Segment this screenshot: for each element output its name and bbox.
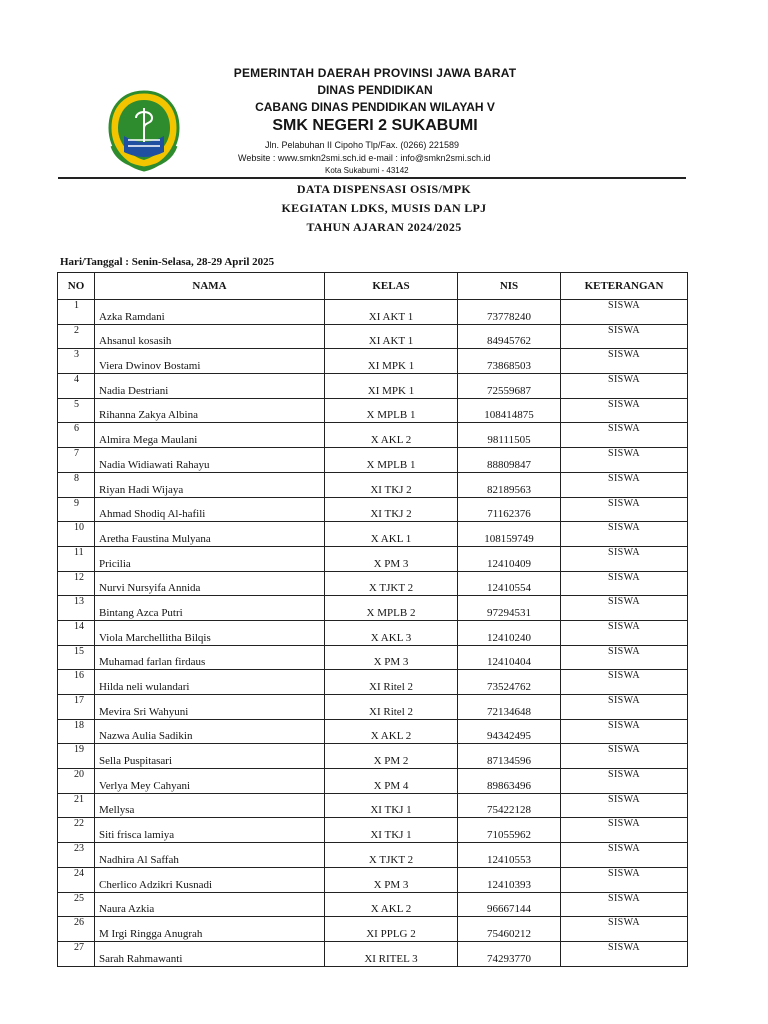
cell-keterangan: SISWA — [561, 867, 688, 892]
cell-keterangan: SISWA — [561, 497, 688, 522]
cell-nis: 12410554 — [458, 571, 561, 596]
table-row — [58, 744, 688, 769]
cell-kelas: X TJKT 2 — [325, 571, 458, 596]
cell-no: 16 — [58, 670, 95, 695]
cell-no: 26 — [58, 917, 95, 942]
cell-nis: 96667144 — [458, 892, 561, 917]
cell-nama: Siti frisca lamiya — [95, 818, 325, 843]
cell-nis: 73868503 — [458, 349, 561, 374]
cell-no: 14 — [58, 620, 95, 645]
cell-no: 2 — [58, 324, 95, 349]
cell-nis: 75422128 — [458, 793, 561, 818]
cell-nis: 87134596 — [458, 744, 561, 769]
cell-kelas: XI MPK 1 — [325, 349, 458, 374]
table-row — [58, 941, 688, 966]
cell-nis: 71162376 — [458, 497, 561, 522]
cell-no: 10 — [58, 522, 95, 547]
cell-no: 24 — [58, 867, 95, 892]
cell-nama: Hilda neli wulandari — [95, 670, 325, 695]
title-line-2: KEGIATAN LDKS, MUSIS DAN LPJ — [281, 201, 487, 215]
letterhead — [0, 0, 768, 180]
cell-no: 22 — [58, 818, 95, 843]
cell-keterangan: SISWA — [561, 769, 688, 794]
cell-nis: 84945762 — [458, 324, 561, 349]
cell-keterangan: SISWA — [561, 645, 688, 670]
table-row — [58, 374, 688, 399]
cell-kelas: X TJKT 2 — [325, 843, 458, 868]
header-no: NO — [58, 273, 95, 300]
cell-kelas: X PM 4 — [325, 769, 458, 794]
cell-nama: Nadia Destriani — [95, 374, 325, 399]
cell-nama: Azka Ramdani — [95, 300, 325, 325]
cell-nis: 108414875 — [458, 398, 561, 423]
cell-nis: 12410240 — [458, 620, 561, 645]
table-row — [58, 423, 688, 448]
table-row — [58, 917, 688, 942]
document-titles — [0, 180, 768, 237]
cell-kelas: X AKL 2 — [325, 892, 458, 917]
cell-no: 19 — [58, 744, 95, 769]
table-row — [58, 843, 688, 868]
cell-kelas: XI Ritel 2 — [325, 670, 458, 695]
cell-nama: Aretha Faustina Mulyana — [95, 522, 325, 547]
cell-kelas: X MPLB 1 — [325, 448, 458, 473]
table-row — [58, 670, 688, 695]
table-row — [58, 448, 688, 473]
cell-nis: 12410404 — [458, 645, 561, 670]
branch-name: CABANG DINAS PENDIDIKAN WILAYAH V — [255, 100, 495, 114]
jawa-barat-emblem-icon — [106, 88, 182, 172]
cell-nis: 12410393 — [458, 867, 561, 892]
cell-keterangan: SISWA — [561, 941, 688, 966]
cell-no: 5 — [58, 398, 95, 423]
cell-nama: Cherlico Adzikri Kusnadi — [95, 867, 325, 892]
table-row — [58, 596, 688, 621]
cell-keterangan: SISWA — [561, 670, 688, 695]
cell-keterangan: SISWA — [561, 596, 688, 621]
title-line-1: DATA DISPENSASI OSIS/MPK — [296, 182, 472, 196]
table-row — [58, 719, 688, 744]
cell-no: 12 — [58, 571, 95, 596]
header-nama: NAMA — [95, 273, 325, 300]
cell-nis: 108159749 — [458, 522, 561, 547]
cell-nama: Nurvi Nursyifa Annida — [95, 571, 325, 596]
table-row — [58, 546, 688, 571]
cell-keterangan: SISWA — [561, 374, 688, 399]
table-row — [58, 695, 688, 720]
cell-keterangan: SISWA — [561, 917, 688, 942]
cell-nama: Viola Marchellitha Bilqis — [95, 620, 325, 645]
cell-nis: 74293770 — [458, 941, 561, 966]
cell-keterangan: SISWA — [561, 324, 688, 349]
cell-nis: 94342495 — [458, 719, 561, 744]
letterhead-divider — [58, 177, 686, 179]
header-nis: NIS — [458, 273, 561, 300]
table-row — [58, 793, 688, 818]
dispensation-table — [57, 272, 688, 967]
cell-nis: 72134648 — [458, 695, 561, 720]
government-name: PEMERINTAH DAERAH PROVINSI JAWA BARAT — [233, 66, 517, 80]
cell-keterangan: SISWA — [561, 843, 688, 868]
cell-kelas: XI AKT 1 — [325, 324, 458, 349]
cell-no: 7 — [58, 448, 95, 473]
cell-no: 18 — [58, 719, 95, 744]
cell-keterangan: SISWA — [561, 892, 688, 917]
header-keterangan: KETERANGAN — [561, 273, 688, 300]
cell-no: 27 — [58, 941, 95, 966]
cell-kelas: XI Ritel 2 — [325, 695, 458, 720]
cell-keterangan: SISWA — [561, 571, 688, 596]
table-row — [58, 300, 688, 325]
cell-nama: Muhamad farlan firdaus — [95, 645, 325, 670]
table-row — [58, 398, 688, 423]
cell-no: 11 — [58, 546, 95, 571]
cell-kelas: XI TKJ 2 — [325, 472, 458, 497]
cell-keterangan: SISWA — [561, 349, 688, 374]
cell-kelas: X MPLB 2 — [325, 596, 458, 621]
cell-nama: Bintang Azca Putri — [95, 596, 325, 621]
cell-nama: M Irgi Ringga Anugrah — [95, 917, 325, 942]
cell-kelas: XI TKJ 1 — [325, 793, 458, 818]
cell-kelas: XI PPLG 2 — [325, 917, 458, 942]
cell-kelas: X PM 3 — [325, 546, 458, 571]
cell-nama: Ahsanul kosasih — [95, 324, 325, 349]
cell-keterangan: SISWA — [561, 818, 688, 843]
cell-kelas: XI MPK 1 — [325, 374, 458, 399]
title-line-3: TAHUN AJARAN 2024/2025 — [306, 220, 462, 234]
cell-nis: 72559687 — [458, 374, 561, 399]
cell-keterangan: SISWA — [561, 472, 688, 497]
cell-keterangan: SISWA — [561, 423, 688, 448]
cell-no: 21 — [58, 793, 95, 818]
cell-kelas: XI TKJ 1 — [325, 818, 458, 843]
school-city: Kota Sukabumi - 43142 — [325, 166, 409, 175]
school-contact: Website : www.smkn2smi.sch.id e-mail : info@smkn2smi.sch.id — [238, 153, 491, 163]
cell-nis: 75460212 — [458, 917, 561, 942]
cell-nis: 88809847 — [458, 448, 561, 473]
table-row — [58, 645, 688, 670]
cell-no: 8 — [58, 472, 95, 497]
cell-nama: Nazwa Aulia Sadikin — [95, 719, 325, 744]
cell-nis: 73778240 — [458, 300, 561, 325]
cell-nama: Sarah Rahmawanti — [95, 941, 325, 966]
cell-keterangan: SISWA — [561, 398, 688, 423]
cell-keterangan: SISWA — [561, 695, 688, 720]
cell-keterangan: SISWA — [561, 300, 688, 325]
cell-keterangan: SISWA — [561, 522, 688, 547]
table-row — [58, 349, 688, 374]
table-row — [58, 818, 688, 843]
date-line: Hari/Tanggal : Senin-Selasa, 28-29 April 2025 — [60, 256, 275, 268]
cell-keterangan: SISWA — [561, 448, 688, 473]
cell-nis: 12410409 — [458, 546, 561, 571]
cell-nama: Mevira Sri Wahyuni — [95, 695, 325, 720]
cell-nama: Rihanna Zakya Albina — [95, 398, 325, 423]
table-header-row — [58, 273, 688, 300]
cell-nis: 73524762 — [458, 670, 561, 695]
school-address: Jln. Pelabuhan II Cipoho Tlp/Fax. (0266) 221589 — [265, 140, 459, 150]
cell-nis: 82189563 — [458, 472, 561, 497]
table-row — [58, 867, 688, 892]
cell-kelas: XI AKT 1 — [325, 300, 458, 325]
cell-nama: Riyan Hadi Wijaya — [95, 472, 325, 497]
cell-kelas: X AKL 1 — [325, 522, 458, 547]
table-row — [58, 522, 688, 547]
cell-no: 9 — [58, 497, 95, 522]
school-name: SMK NEGERI 2 SUKABUMI — [272, 117, 478, 134]
cell-no: 20 — [58, 769, 95, 794]
cell-kelas: XI TKJ 2 — [325, 497, 458, 522]
cell-no: 1 — [58, 300, 95, 325]
cell-no: 4 — [58, 374, 95, 399]
cell-kelas: X AKL 3 — [325, 620, 458, 645]
cell-nis: 97294531 — [458, 596, 561, 621]
cell-kelas: X AKL 2 — [325, 719, 458, 744]
cell-nama: Ahmad Shodiq Al-hafili — [95, 497, 325, 522]
cell-keterangan: SISWA — [561, 793, 688, 818]
table-row — [58, 620, 688, 645]
cell-no: 15 — [58, 645, 95, 670]
cell-nis: 71055962 — [458, 818, 561, 843]
cell-kelas: X PM 3 — [325, 645, 458, 670]
cell-no: 13 — [58, 596, 95, 621]
cell-nis: 89863496 — [458, 769, 561, 794]
cell-nama: Viera Dwinov Bostami — [95, 349, 325, 374]
cell-kelas: X PM 3 — [325, 867, 458, 892]
cell-kelas: X PM 2 — [325, 744, 458, 769]
cell-keterangan: SISWA — [561, 744, 688, 769]
cell-nama: Verlya Mey Cahyani — [95, 769, 325, 794]
cell-keterangan: SISWA — [561, 719, 688, 744]
cell-kelas: X AKL 2 — [325, 423, 458, 448]
cell-nama: Nadhira Al Saffah — [95, 843, 325, 868]
cell-nis: 98111505 — [458, 423, 561, 448]
cell-keterangan: SISWA — [561, 546, 688, 571]
cell-no: 6 — [58, 423, 95, 448]
department-name: DINAS PENDIDIKAN — [317, 83, 433, 97]
cell-nama: Naura Azkia — [95, 892, 325, 917]
header-kelas: KELAS — [325, 273, 458, 300]
table-row — [58, 472, 688, 497]
cell-kelas: X MPLB 1 — [325, 398, 458, 423]
cell-keterangan: SISWA — [561, 620, 688, 645]
table-row — [58, 892, 688, 917]
cell-no: 17 — [58, 695, 95, 720]
cell-nama: Sella Puspitasari — [95, 744, 325, 769]
table-row — [58, 497, 688, 522]
cell-kelas: XI RITEL 3 — [325, 941, 458, 966]
table-row — [58, 769, 688, 794]
cell-no: 23 — [58, 843, 95, 868]
cell-nama: Nadia Widiawati Rahayu — [95, 448, 325, 473]
table-row — [58, 324, 688, 349]
table-row — [58, 571, 688, 596]
cell-no: 25 — [58, 892, 95, 917]
cell-nis: 12410553 — [458, 843, 561, 868]
cell-nama: Mellysa — [95, 793, 325, 818]
cell-nama: Almira Mega Maulani — [95, 423, 325, 448]
cell-no: 3 — [58, 349, 95, 374]
cell-nama: Pricilia — [95, 546, 325, 571]
